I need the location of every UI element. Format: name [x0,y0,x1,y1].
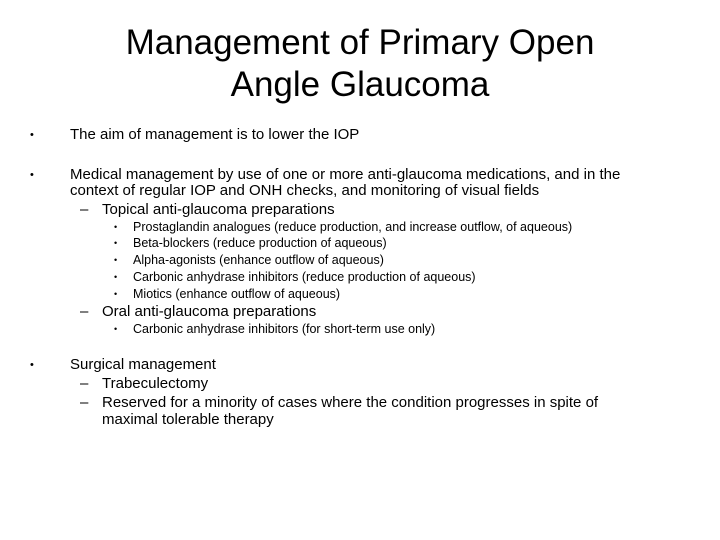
surgical-label: Surgical management [70,356,216,373]
oral-label: Oral anti-glaucoma preparations [102,303,317,320]
topical-item-1: Prostaglandin analogues (reduce production, and increase outflow, of aqueous) [133,220,573,234]
bullet-marker: • [30,129,34,141]
dash-marker: – [80,394,89,411]
reserved-line-2: maximal tolerable therapy [102,411,274,428]
bullet-marker: • [114,289,118,299]
bullet-marker: • [30,359,34,371]
dash-marker: – [80,375,89,392]
title-line-2: Angle Glaucoma [230,65,490,104]
bullet-marker: • [114,324,118,334]
bullet-marker: • [114,255,118,265]
oral-item-1: Carbonic anhydrase inhibitors (for short-term use only) [133,322,436,336]
bullet-marker: • [114,222,118,232]
topical-item-5: Miotics (enhance outflow of aqueous) [133,287,341,301]
bullet-marker: • [114,238,118,248]
topical-item-4: Carbonic anhydrase inhibitors (reduce production of aqueous) [133,270,476,284]
topical-label: Topical anti-glaucoma preparations [102,201,335,218]
dash-marker: – [80,201,89,218]
title-line-1: Management of Primary Open [125,23,595,62]
reserved-line-1: Reserved for a minority of cases where the condition progresses in spite of [102,394,599,411]
bullet-marker: • [30,169,34,181]
topical-item-3: Alpha-agonists (enhance outflow of aqueous) [133,253,384,267]
topical-item-2: Beta-blockers (reduce production of aqueous) [133,236,387,250]
medical-line-1: Medical management by use of one or more anti-glaucoma medications, and in the [70,166,621,183]
bullet-marker: • [114,272,118,282]
trabeculectomy-text: Trabeculectomy [102,375,209,392]
medical-line-2: context of regular IOP and ONH checks, and monitoring of visual fields [70,182,540,199]
dash-marker: – [80,303,89,320]
aim-text: The aim of management is to lower the IOP [70,126,360,143]
